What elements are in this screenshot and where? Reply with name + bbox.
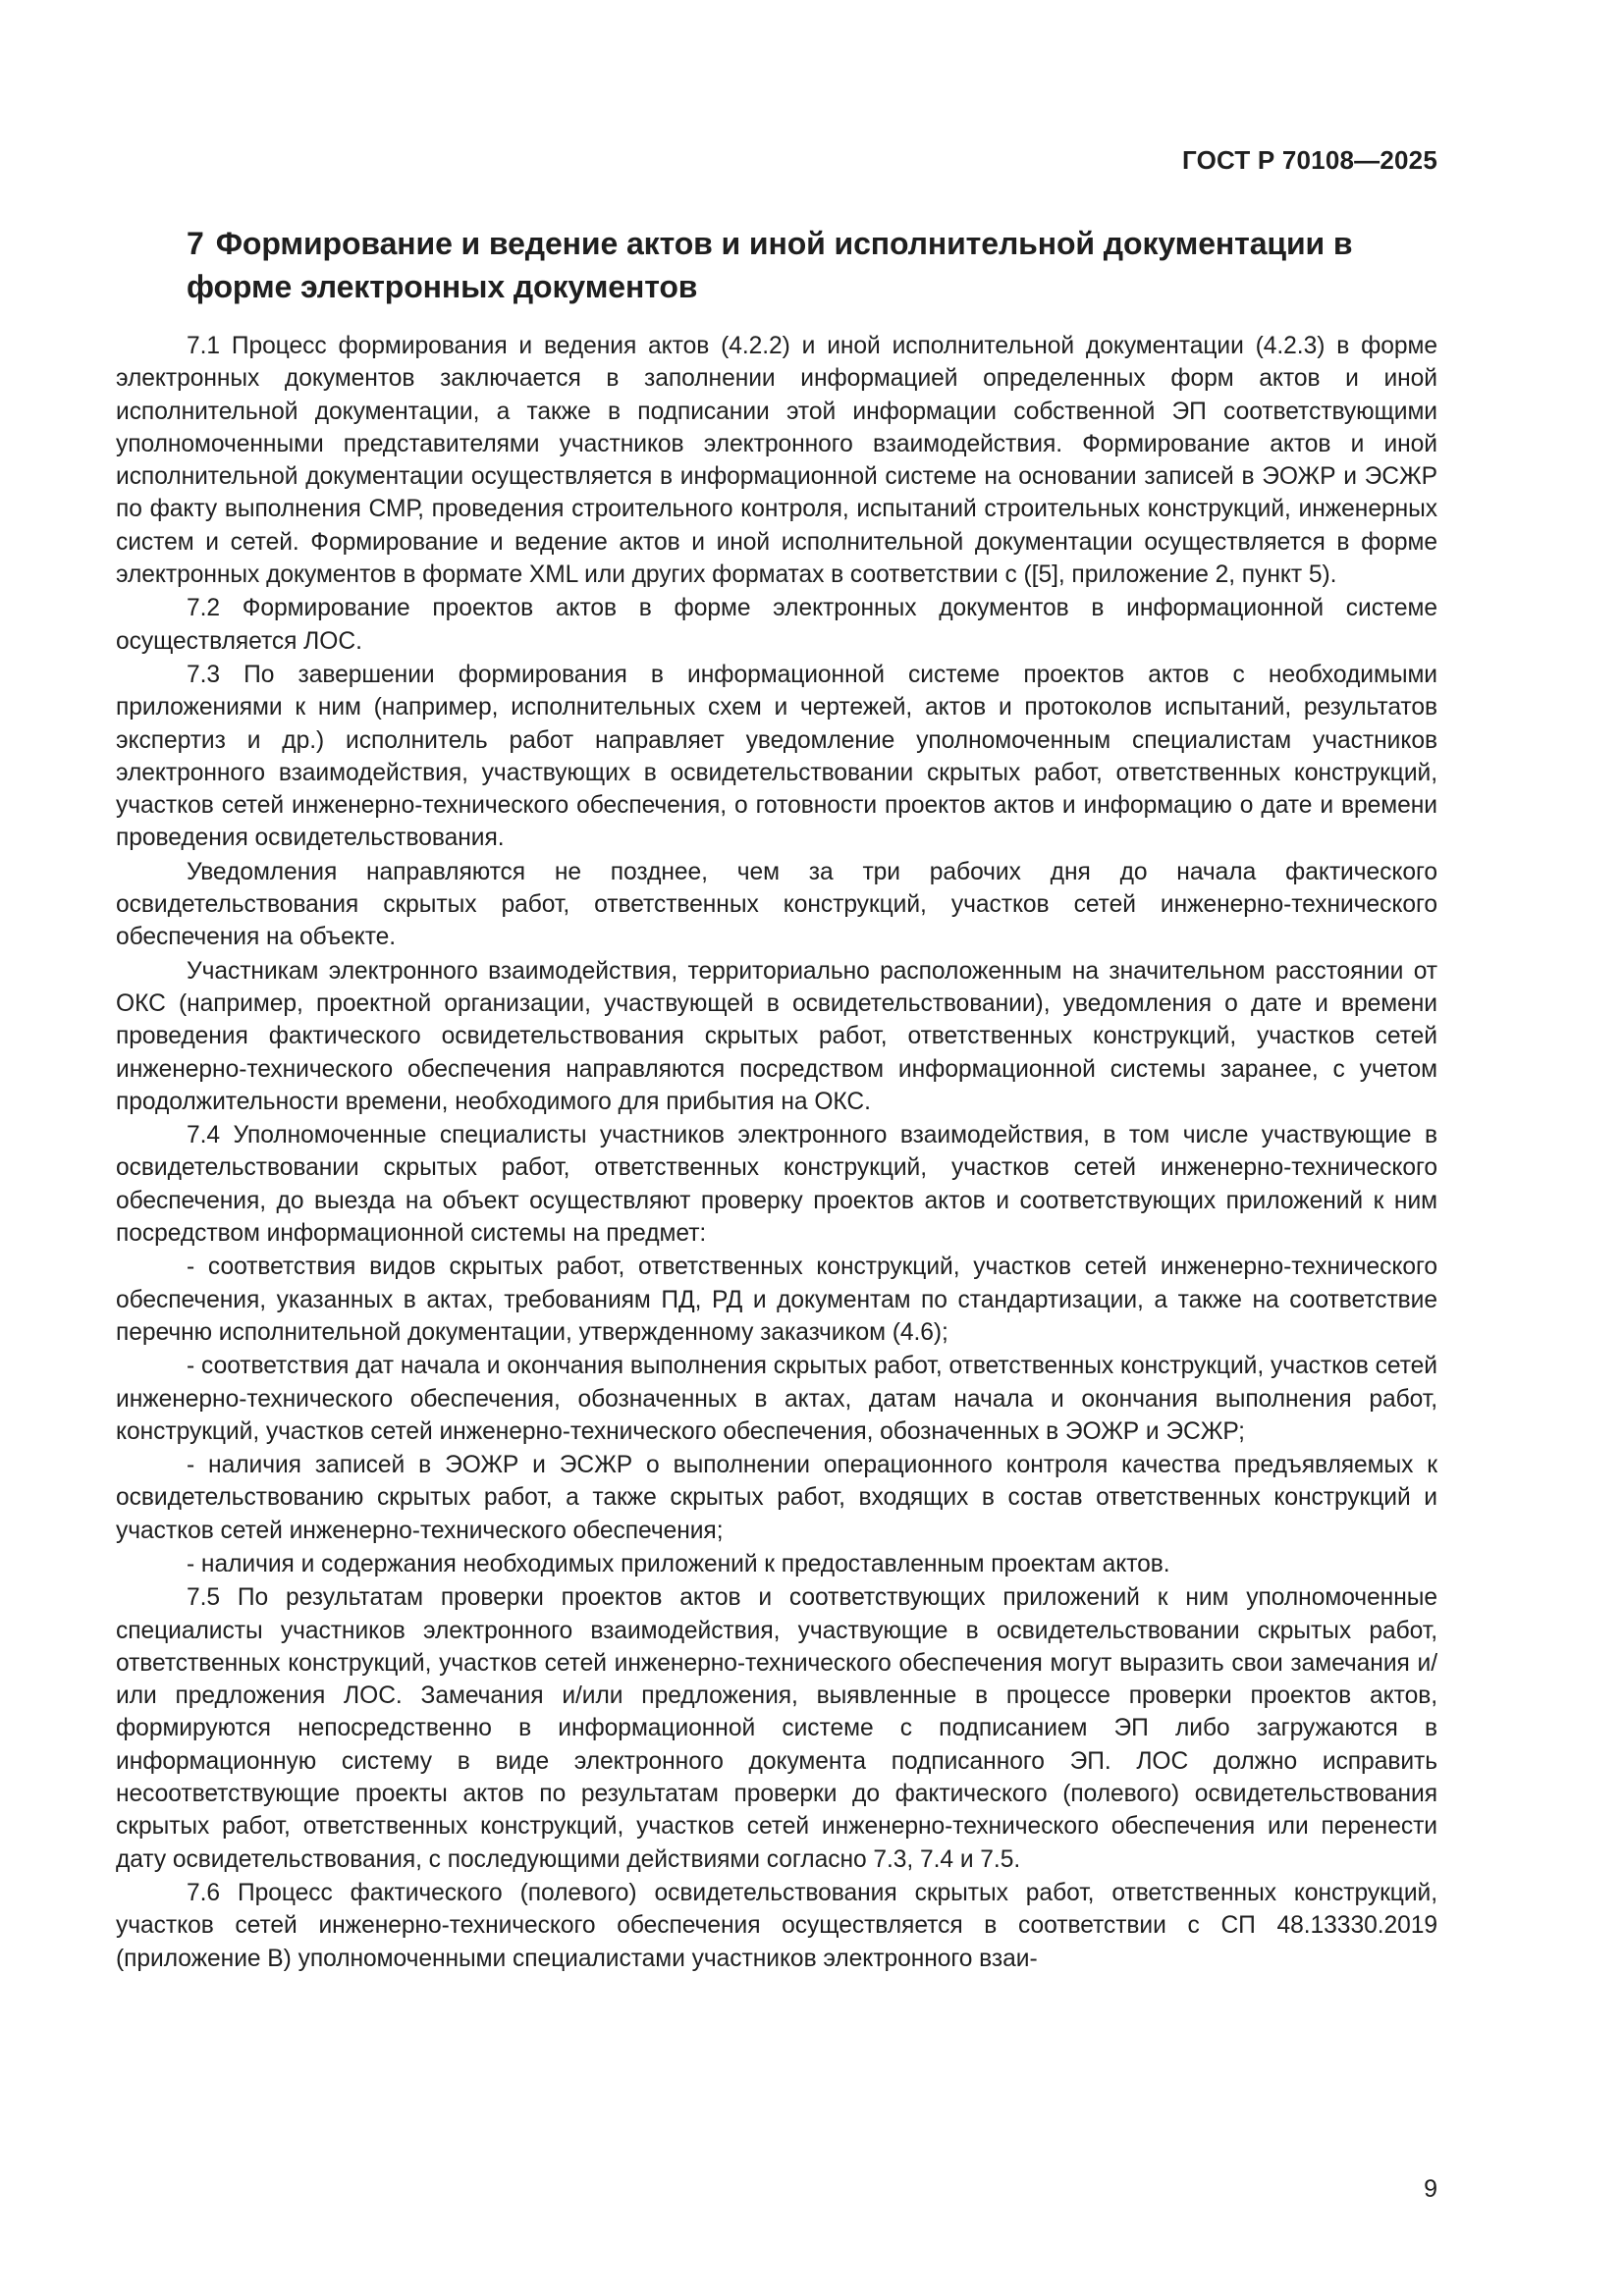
document-code: ГОСТ Р 70108—2025 (1182, 145, 1437, 175)
paragraph-7-2: 7.2 Формирование проектов актов в форме электронных документов в информационной системе осуществляется ЛОС. (116, 595, 1437, 655)
paragraph-7-5: 7.5 По результатам проверки проектов актов и соответствующих приложений к ним уполномоченные специалисты участников электронного взаимодействия, участвующие в освидетельствовании скрытых работ, ответственных конструкций, участков сетей инженерно-технического обеспечения могут выразить свои замечания и/или предложения ЛОС. Замечания и/или предложения, выявленные в процессе проверки проектов актов, формируются непосредственно в информационной системе с подписанием ЭП либо загружаются в информационную систему в виде электронного документа подписанного ЭП. ЛОС должно исправить несоответствующие проекты актов по результатам проверки до фактического (полевого) освидетельствования скрытых работ, ответственных конструкций, участков сетей инженерно-технического обеспечения или перенести дату освидетельствования, с последующими действиями согласно 7.3, 7.4 и 7.5. (116, 1584, 1437, 1873)
section-number: 7 (187, 226, 204, 261)
paragraph-7-4: 7.4 Уполномоченные специалисты участников электронного взаимодействия, в том числе участвующие в освидетельствовании скрытых работ, ответственных конструкций, участков сетей инженерно-технического обеспечения, до выезда на объект осуществляют проверку проектов актов и соответствующих приложений к ним посредством информационной системы на предмет: (116, 1122, 1437, 1248)
paragraph-7-1: 7.1 Процесс формирования и ведения актов (4.2.2) и иной исполнительной документации (4.2.3) в форме электронных документов заключается в заполнении информацией определенных форм актов и иной исполнительной документации, а также в подписании этой информации собственной ЭП соответствующими уполномоченными представителями участников электронного взаимодействия. Формирование актов и иной исполнительной документации осуществляется в информационной системе на основании записей в ЭОЖР и ЭСЖР по факту выполнения СМР, проведения строительного контроля, испытаний строительных конструкций, инженерных систем и сетей. Формирование и ведение актов и иной исполнительной документации осуществляется в форме электронных документов в формате XML или других форматах в соответствии с ([5], приложение 2, пункт 5). (116, 333, 1437, 589)
paragraph-notification-deadline: Уведомления направляются не позднее, чем за три рабочих дня до начала фактического освидетельствования скрытых работ, ответственных конструкций, участков сетей инженерно-технического обеспечения на объекте. (116, 858, 1437, 951)
page-content (116, 222, 1437, 1976)
paragraph-7-6: 7.6 Процесс фактического (полевого) освидетельствования скрытых работ, ответственных конструкций, участков сетей инженерно-технического обеспечения осуществляется в соответствии с СП 48.13330.2019 (приложение В) уполномоченными специалистами участников электронного взаи- (116, 1879, 1437, 1972)
check-item-attachments: - наличия и содержания необходимых приложений к предоставленным проектам актов. (187, 1550, 1170, 1577)
section-title: Формирование и ведение актов и иной исполнительной документации в форме электронных документов (187, 226, 1353, 304)
check-item-types-of-work: - соответствия видов скрытых работ, ответственных конструкций, участков сетей инженерно-технического обеспечения, указанных в актах, требованиям ПД, РД и документам по стандартизации, а также на соответствие перечню исполнительной документации, утвержденному заказчиком (4.6); (116, 1254, 1437, 1346)
paragraph-7-3: 7.3 По завершении формирования в информационной системе проектов актов с необходимыми приложениями к ним (например, исполнительных схем и чертежей, актов и протоколов испытаний, результатов экспертиз и др.) исполнитель работ направляет уведомление уполномоченным специалистам участников электронного взаимодействия, участвующих в освидетельствовании скрытых работ, ответственных конструкций, участков сетей инженерно-технического обеспечения, о готовности проектов актов и информацию о дате и времени проведения освидетельствования. (116, 661, 1437, 852)
check-item-dates: - соответствия дат начала и окончания выполнения скрытых работ, ответственных конструкций, участков сетей инженерно-технического обеспечения, обозначенных в актах, датам начала и окончания выполнения работ, конструкций, участков сетей инженерно-технического обеспечения, обозначенных в ЭОЖР и ЭСЖР; (116, 1353, 1437, 1445)
paragraph-remote-participants: Участникам электронного взаимодействия, территориально расположенным на значительном расстоянии от ОКС (например, проектной организации, участвующей в освидетельствовании), уведомления о дате и времени проведения фактического освидетельствования скрытых работ, ответственных конструкций, участков сетей инженерно-технического обеспечения направляются посредством информационной системы заранее, с учетом продолжительности времени, необходимого для прибытия на ОКС. (116, 957, 1437, 1115)
section-body (116, 330, 1437, 1975)
section-heading (187, 222, 1437, 308)
check-item-journal-records: - наличия записей в ЭОЖР и ЭСЖР о выполнении операционного контроля качества предъявляемых к освидетельствованию скрытых работ, а также скрытых работ, входящих в состав ответственных конструкций и участков сетей инженерно-технического обеспечения; (116, 1452, 1437, 1544)
page-number: 9 (1424, 2175, 1437, 2203)
